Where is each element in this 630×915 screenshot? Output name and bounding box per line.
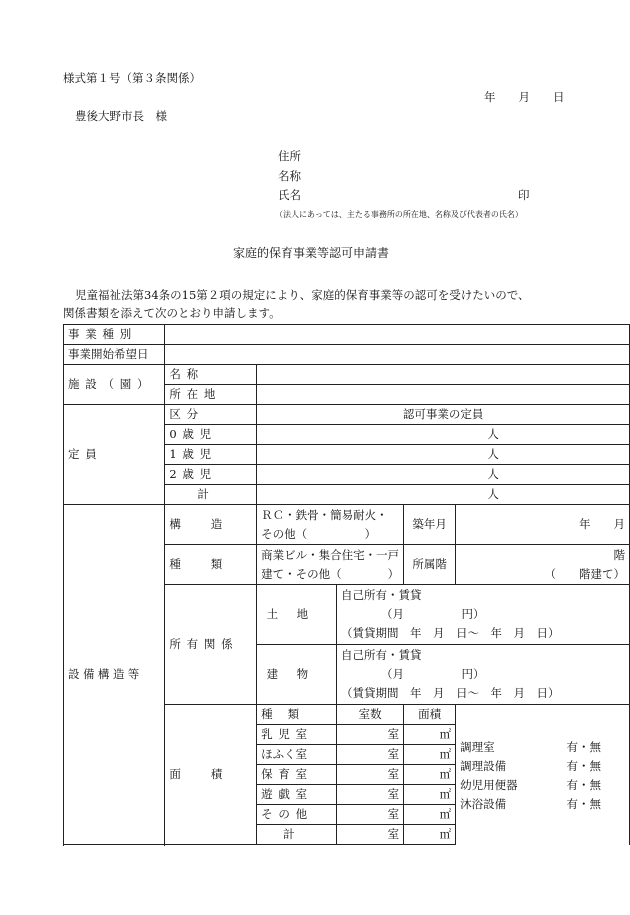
build-year-field[interactable]: 年 月 bbox=[456, 505, 630, 545]
kind-label: 種類 bbox=[165, 545, 257, 585]
construction-value: ＲＣ・鉄骨・簡易耐火・ その他（ ） bbox=[257, 505, 404, 545]
applicant-person-label: 氏名 bbox=[278, 188, 301, 202]
application-table bbox=[63, 324, 630, 845]
room-name: 遊戯室 bbox=[257, 785, 337, 805]
room-name: ほふく室 bbox=[257, 745, 337, 765]
room-count-field[interactable]: 室 bbox=[337, 825, 404, 845]
room-name: 保育室 bbox=[257, 765, 337, 785]
room-count-field[interactable]: 室 bbox=[337, 725, 404, 745]
equipment-row: 沐浴設備 有・無 bbox=[460, 796, 601, 811]
age2-field[interactable]: 人 bbox=[257, 465, 630, 485]
age2-label: 2歳児 bbox=[165, 465, 257, 485]
building-ownership-field[interactable]: 自己所有・賃貸 （月 円） （賃貸期間 年 月 日～ 年 月 日） bbox=[337, 645, 630, 705]
capacity-total-label: 計 bbox=[165, 485, 257, 505]
ownership-label: 所有関係 bbox=[165, 585, 257, 705]
area-col-rooms: 室数 bbox=[337, 705, 404, 725]
facility-name-label: 名称 bbox=[165, 365, 257, 385]
facility-label: 施設（園） bbox=[64, 365, 165, 405]
applicant-name-label: 名称 bbox=[278, 169, 301, 183]
room-area-field[interactable]: ㎡ bbox=[404, 825, 456, 845]
start-date-field[interactable] bbox=[165, 345, 630, 365]
area-col-kind: 種類 bbox=[257, 705, 337, 725]
capacity-total-field[interactable]: 人 bbox=[257, 485, 630, 505]
category-label: 区分 bbox=[165, 405, 257, 425]
equipment-list bbox=[456, 705, 630, 845]
body-line-1: 児童福祉法第34条の15第２項の規定により、家庭的保育事業等の認可を受けたいので、 bbox=[75, 288, 530, 302]
facility-name-field[interactable] bbox=[257, 365, 630, 385]
room-area-field[interactable]: ㎡ bbox=[404, 765, 456, 785]
facility-location-field[interactable] bbox=[257, 385, 630, 405]
room-count-field[interactable]: 室 bbox=[337, 785, 404, 805]
addressee: 豊後大野市長 様 bbox=[75, 109, 167, 123]
equipment-row: 調理室 有・無 bbox=[460, 739, 601, 754]
room-area-field[interactable]: ㎡ bbox=[404, 785, 456, 805]
form-number: 様式第１号（第３条関係） bbox=[63, 71, 201, 85]
structure-label: 設備構造等 bbox=[64, 505, 165, 845]
date-line: 年 月 日 bbox=[484, 90, 565, 104]
business-type-field[interactable] bbox=[165, 325, 630, 345]
room-area-field[interactable]: ㎡ bbox=[404, 805, 456, 825]
capacity-label: 定員 bbox=[64, 405, 165, 505]
room-name: 計 bbox=[257, 825, 337, 845]
applicant-address-label: 住所 bbox=[278, 149, 301, 163]
area-label: 面積 bbox=[165, 705, 257, 845]
kind-value: 商業ビル・集合住宅・一戸 建て・その他（ ） bbox=[257, 545, 404, 585]
business-type-label: 事業種別 bbox=[64, 325, 165, 345]
document-title: 家庭的保育事業等認可申請書 bbox=[233, 246, 390, 260]
land-ownership-field[interactable]: 自己所有・賃貸 （月 円） （賃貸期間 年 月 日～ 年 月 日） bbox=[337, 585, 630, 645]
age0-label: 0歳児 bbox=[165, 425, 257, 445]
seal-mark: 印 bbox=[518, 188, 530, 202]
construction-label: 構造 bbox=[165, 505, 257, 545]
room-area-field[interactable]: ㎡ bbox=[404, 725, 456, 745]
equipment-row: 幼児用便器 有・無 bbox=[460, 777, 601, 792]
applicant-note: （法人にあっては、主たる事務所の所在地、名称及び代表者の氏名） bbox=[275, 210, 523, 219]
build-year-label: 築年月 bbox=[404, 505, 456, 545]
body-line-2: 関係書類を添えて次のとおり申請します。 bbox=[63, 306, 281, 320]
floor-label: 所属階 bbox=[404, 545, 456, 585]
room-count-field[interactable]: 室 bbox=[337, 745, 404, 765]
building-label: 建物 bbox=[257, 645, 337, 705]
room-count-field[interactable]: 室 bbox=[337, 765, 404, 785]
land-label: 土地 bbox=[257, 585, 337, 645]
approved-capacity-header: 認可事業の定員 bbox=[257, 405, 630, 425]
floor-field[interactable]: 階 （ 階建て） bbox=[456, 545, 630, 585]
age1-field[interactable]: 人 bbox=[257, 445, 630, 465]
age0-field[interactable]: 人 bbox=[257, 425, 630, 445]
room-area-field[interactable]: ㎡ bbox=[404, 745, 456, 765]
equipment-row: 調理設備 有・無 bbox=[460, 758, 601, 773]
facility-location-label: 所在地 bbox=[165, 385, 257, 405]
start-date-label: 事業開始希望日 bbox=[64, 345, 165, 365]
room-count-field[interactable]: 室 bbox=[337, 805, 404, 825]
age1-label: 1歳児 bbox=[165, 445, 257, 465]
room-name: その他 bbox=[257, 805, 337, 825]
room-name: 乳児室 bbox=[257, 725, 337, 745]
area-col-area: 面積 bbox=[404, 705, 456, 725]
